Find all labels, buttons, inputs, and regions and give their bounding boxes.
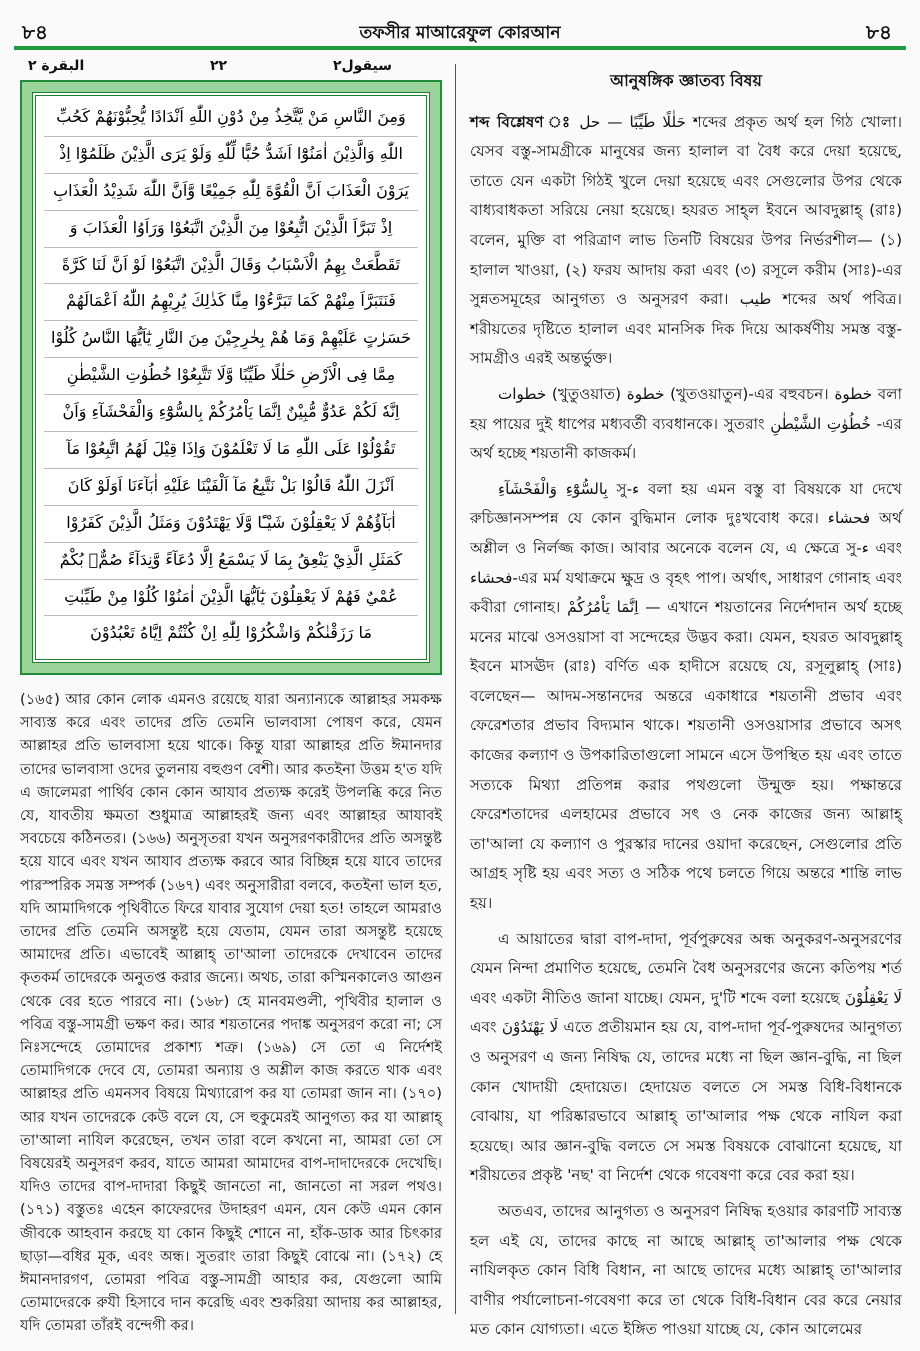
page-header — [0, 14, 920, 44]
arabic-line: اٰبَآؤُهُمْ لَا يَعْقِلُوْنَ شَيْـًٔا وَّلَا يَهْتَدُوْنَ وَمَثَلُ الَّذِيْنَ كَفَرُوْا — [44, 506, 418, 543]
commentary-paragraph-1 — [470, 108, 902, 374]
arabic-line: اللّٰهِ وَالَّذِيْنَ اٰمَنُوْٓا اَشَدُّ حُبًّا لِّلّٰهِ وَلَوْ يَرَى الَّذِيْنَ ظَلَمُوْٓا اِذْ — [44, 137, 418, 174]
surah-label: البقرة ٢ — [28, 58, 85, 74]
arabic-line: وَمِنَ النَّاسِ مَنْ يَّتَّخِذُ مِنْ دُوْنِ اللّٰهِ اَنْدَادًا يُّحِبُّوْنَهُمْ كَحُبِّ — [44, 100, 418, 137]
header-rule — [14, 46, 906, 50]
arabic-line: اِذْ تَبَرَّاَ الَّذِيْنَ اتُّبِعُوْا مِنَ الَّذِيْنَ اتَّبَعُوْا وَرَاَوُا الْعَذَابَ وَ — [44, 211, 418, 248]
word-analysis-label: শব্দ বিশ্লেষণ ঃ — [470, 112, 573, 131]
quran-header — [20, 58, 442, 78]
arabic-line: مِمَّا فِى الْاَرْضِ حَلٰلًا طَيِّبًا وَّلَا تَتَّبِعُوْا خُطُوٰتِ الشَّيْطٰنِ — [44, 358, 418, 395]
arabic-line: يَرَوْنَ الْعَذَابَ اَنَّ الْقُوَّةَ لِلّٰهِ جَمِيْعًا وَّاَنَّ اللّٰهَ شَدِيْدُ الْعَذَابِ — [44, 174, 418, 211]
quran-text-box — [32, 92, 430, 663]
commentary-paragraph-3: بِالسُّوْٓءِ وَالْفَحْشَآءِ সু-ء বলা হয় এমন বস্তু বা বিষয়কে যা দেখে রুচিজ্ঞানসম্পন্ন যে কোন বুদ্ধিমান লোক দুঃখবোধ করে। فحشاء অর্থ অশ্লীল ও নির্লজ্জ কাজ। আবার অনেকে বলেন যে, এ ক্ষেত্রে সু-ء এবং فحشاء-এর মর্ম যথাক্রমে ক্ষুদ্র ও বৃহৎ পাপ। অর্থাৎ, সাধারণ গোনাহ এবং কবীরা গোনাহ। اِنَّمَا يَاْمُرُكُمْ — এখানে শয়তানের নির্দেশদান অর্থ হচ্ছে মনের মাঝে ওসওয়াসা বা সন্দেহের উদ্ভব করা। যেমন, হযরত আবদুল্লাহ্ ইবনে মাসঊদ (রাঃ) বর্ণিত এক হাদীসে রয়েছে যে, রসূলুল্লাহ্ (সাঃ) বলেছেন— আদম-সন্তানদের অন্তরে একাধারে শয়তানী প্রভাব এবং ফেরেশতার প্রভাব বিদ্যমান থাকে। শয়তানী ওসওয়াসার প্রভাবে অসৎ কাজের কল্যাণ ও উপকারিতাগুলো সামনে এসে উপস্থিত হয় এবং তাতে সত্যকে মিথ্যা প্রতিপন্ন করার পথগুলো উন্মুক্ত হয়। পক্ষান্তরে ফেরেশতাদের এলহামের প্রভাবে সৎ ও নেক কাজের জন্য আল্লাহ্ তা'আলা যে কল্যাণ ও পুরস্কার দানের ওয়াদা করেছেন, সেগুলোর প্রতি আগ্রহ সৃষ্টি হয় এবং সত্য ও সঠিক পথে চলতে গিয়ে অন্তরে শান্তি লাভ হয়। — [470, 479, 903, 913]
page-number-left: ৮৪ — [22, 20, 48, 44]
section-title: আনুষঙ্গিক জ্ঞাতব্য বিষয় — [610, 71, 762, 90]
arabic-line: اَنْزَلَ اللّٰهُ قَالُوْا بَلْ نَتَّبِعُ مَآ اَلْفَيْنَا عَلَيْهِ اٰبَآءَنَا اَوَلَوْ كَانَ — [44, 469, 418, 506]
translation-column — [20, 688, 442, 1338]
arabic-term: حَلٰلًا طَيِّبًا — [629, 112, 686, 131]
arabic-line: عُمْيٌ فَهُمْ لَا يَعْقِلُوْنَ يٰٓاَيُّهَا الَّذِيْنَ اٰمَنُوْا كُلُوْا مِنْ طَيِّبٰتِ — [44, 580, 418, 617]
commentary-paragraph-4: এ আয়াতের দ্বারা বাপ-দাদা, পূর্বপুরুষের অন্ধ অনুকরণ-অনুসরণের যেমন নিন্দা প্রমাণিত হয়েছে, তেমনি বৈধ অনুসরণের জন্যে কতিপয় শর্ত এবং একটা নীতিও জানা যাচ্ছে। যেমন, দু'টি শব্দে বলা হয়েছে لَا يَعْقِلُوْنَ এবং لَا يَهْتَدُوْنَ এতে প্রতীয়মান হয় যে, বাপ-দাদা পূর্ব-পুরুষদের আনুগত্য ও অনুসরণ এ জন্য নিষিদ্ধ যে, তাদের মধ্যে না ছিল জ্ঞান-বুদ্ধি, না ছিল কোন খোদায়ী হেদায়েত। হেদায়েত বলতে সে সমস্ত বিধি-বিধানকে বোঝায়, যা পরিষ্কারভাবে আল্লাহ্ তা'আলার পক্ষ থেকে নাযিল করা হয়েছে। আর জ্ঞান-বুদ্ধি বলতে সে সমস্ত বিষয়কে বোঝানো হয়েছে, যা শরীয়তের প্রকৃষ্ট 'নছ' বা নির্দেশ থেকে গবেষণা করে বের করা হয়। — [470, 929, 902, 1185]
arabic-line: تَقُوْلُوْا عَلَى اللّٰهِ مَا لَا تَعْلَمُوْنَ وَاِذَا قِيْلَ لَهُمُ اتَّبِعُوْا مَآ — [44, 432, 418, 469]
commentary-column — [470, 66, 902, 1351]
arabic-line: مَا رَزَقْنٰكُمْ وَاشْكُرُوْا لِلّٰهِ اِنْ كُنْتُمْ اِيَّاهُ تَعْبُدُوْنَ — [90, 623, 372, 643]
arabic-line: حَسَرٰتٍ عَلَيْهِمْ وَمَا هُمْ بِخٰرِجِيْنَ مِنَ النَّارِ يٰٓاَيُّهَا النَّاسُ كُلُوْا — [44, 321, 418, 358]
running-title: তফসীর মাআরেফুল কোরআন — [359, 23, 561, 43]
commentary-paragraph-5: অতএব, তাদের আনুগত্য ও অনুসরণ নিষিদ্ধ হওয়ার কারণটি সাব্যস্ত হল এই যে, তাদের কাছে না আছে আল্লাহ্ তা'আলার পক্ষ থেকে নাযিলকৃত কোন বিধি বিধান, না আছে তাদের মধ্যে আল্লাহ্ তা'আলার বাণীর পর্যালোচনা-গবেষণা করে তা থেকে বিধি-বিধান বের করে নেয়ার মত কোন যোগ্যতা। এতে ইঙ্গিত পাওয়া যাচ্ছে যে, কোন আলেমের — [470, 1201, 902, 1339]
arabic-line: فَنَتَبَرَّاَ مِنْهُمْ كَمَا تَبَرَّءُوْا مِنَّا كَذٰلِكَ يُرِيْهِمُ اللّٰهُ اَعْمَالَهُمْ — [44, 284, 418, 321]
column-divider — [455, 64, 456, 1314]
quran-frame — [20, 80, 442, 675]
para-number: ٢٢ — [210, 58, 228, 74]
page-number-right: ৮৪ — [866, 20, 892, 44]
arabic-line: كَمَثَلِ الَّذِيْ يَنْعِقُ بِمَا لَا يَسْمَعُ اِلَّا دُعَآءً وَّنِدَآءً صُمٌّۢ بُكْمٌ — [44, 543, 418, 580]
commentary-paragraph-2: خطوات (খুতুওয়াত) خطوة (খুতওয়াতুন)-এর বহুবচন। خطوة বলা হয় পায়ের দুই ধাপের মধ্যবর্তী ব্যবধানকে। সুতরাং خُطُوٰتِ الشَّيْطٰنِ -এর অর্থ হচ্ছে শয়তানী কাজকর্ম। — [470, 384, 902, 463]
paragraph-text: — حل শব্দের প্রকৃত অর্থ হল গিঠ খোলা। যেসব বস্তু-সামগ্রীকে মানুষের জন্য হালাল বা বৈধ করে দেয়া হয়েছে, তাতে যেন একটা গিঠই খুলে দেয়া হয়েছে এবং সেগুলোর উপর থেকে বাধ্যবাধকতা সরিয়ে নেয়া হয়েছে। হযরত সাহ্‌ল ইবনে আবদুল্লাহ্ (রাঃ) বলেন, মুক্তি বা পরিত্রাণ লাভ তিনটি বিষয়ের উপর নির্ভরশীল— (১) হালাল খাওয়া, (২) ফরয আদায় করা এবং (৩) রসূলে করীম (সাঃ)-এর সুন্নতসমূহের আনুগত্য ও অনুসরণ করা। طيب শব্দের অর্থ পবিত্র। শরীয়তের দৃষ্টিতে হালাল এবং মানসিক দিক দিয়ে আকর্ষণীয় সমস্ত বস্তু-সামগ্রীও এরই অন্তর্ভুক্ত। — [470, 112, 903, 368]
translation-paragraph: (১৬৫) আর কোন লোক এমনও রয়েছে যারা অন্যান্যকে আল্লাহর সমকক্ষ সাব্যস্ত করে এবং তাদের প্রতি তেমনি ভালবাসা পোষণ করে, যেমন আল্লাহর প্রতি ভালবাসা হয়ে থাকে। কিন্তু যারা আল্লাহর প্রতি ঈমানদার তাদের ভালবাসা ওদের তুলনায় বহুগুণ বেশী। আর কতইনা উত্তম হ'ত যদি এ জালেমরা পার্থিব কোন কোন আযাব প্রত্যক্ষ করেই উপলব্ধি করে নিত যে, যাবতীয় ক্ষমতা শুধুমাত্র আল্লাহরই জন্য এবং আল্লাহর আযাবই সবচেয়ে কঠিনতর। (১৬৬) অনুসৃতরা যখন অনুসরণকারীদের প্রতি অসন্তুষ্ট হয়ে যাবে এবং যখন আযাব প্রত্যক্ষ করবে আর বিচ্ছিন্ন হয়ে যাবে তাদের পারস্পরিক সমস্ত সম্পর্ক (১৬৭) এবং অনুসারীরা বলবে, কতইনা ভাল হত, যদি আমাদিগকে পৃথিবীতে ফিরে যাবার সুযোগ দেয়া হত! তাহলে আমরাও তাদের প্রতি তেমনি অসন্তুষ্ট হয়ে যেতাম, যেমন তারা অসন্তুষ্ট হয়েছে আমাদের প্রতি। এভাবেই আল্লাহ্ তা'আলা তাদেরকে দেখাবেন তাদের কৃতকর্ম তাদেরকে অনুতপ্ত করার জন্যে। অথচ, তারা কস্মিনকালেও আগুন থেকে বের হতে পারবে না। (১৬৮) হে মানবমণ্ডলী, পৃথিবীর হালাল ও পবিত্র বস্তু-সামগ্রী ভক্ষণ কর। আর শয়তানের পদাঙ্ক অনুসরণ করো না; সে নিঃসন্দেহে তোমাদের প্রকাশ্য শত্রু। (১৬৯) সে তো এ নির্দেশই তোমাদিগকে দেবে যে, তোমরা অন্যায় ও অশ্লীল কাজ করতে থাক এবং আল্লাহর প্রতি এমনসব বিষয়ে মিথ্যারোপ কর যা তোমরা জান না। (১৭০) আর যখন তাদেরকে কেউ বলে যে, সে হুকুমেরই আনুগত্য কর যা আল্লাহ্ তা'আলা নাযিল করেছেন, তখন তারা বলে কখনো না, আমরা তো সে বিষয়েরই অনুসরণ করব, যাতে আমরা আমাদের বাপ-দাদাদেরকে দেখেছি। যদিও তাদের বাপ-দাদারা কিছুই জানতো না, জানতো না সরল পথও। (১৭১) বস্তুতঃ এহেন কাফেরদের উদাহরণ এমন, যেন কেউ এমন কোন জীবকে আহবান করছে যা কোন কিছুই শোনে না, হাঁক-ডাক আর চিৎকার ছাড়া—বধির মূক, এবং অন্ধ। সুতরাং তারা কিছুই বোঝে না। (১৭২) হে ঈমানদারগণ, তোমরা পবিত্র বস্তু-সামগ্রী আহার কর, যেগুলো আমি তোমাদেরকে রুযী হিসাবে দান করেছি এবং শুকরিয়া আদায় কর আল্লাহর, যদি তোমরা তাঁরই বন্দেগী কর। — [20, 691, 442, 1335]
arabic-line: اِنَّهٗ لَكُمْ عَدُوٌّ مُّبِيْنٌ اِنَّمَا يَاْمُرُكُمْ بِالسُّوْٓءِ وَالْفَحْشَآءِ وَاَنْ — [44, 395, 418, 432]
juz-label: سيقول٢ — [332, 58, 392, 74]
arabic-line: تَقَطَّعَتْ بِهِمُ الْاَسْبَابُ وَقَالَ الَّذِيْنَ اتَّبَعُوْا لَوْ اَنَّ لَنَا كَرَّةً — [44, 248, 418, 285]
